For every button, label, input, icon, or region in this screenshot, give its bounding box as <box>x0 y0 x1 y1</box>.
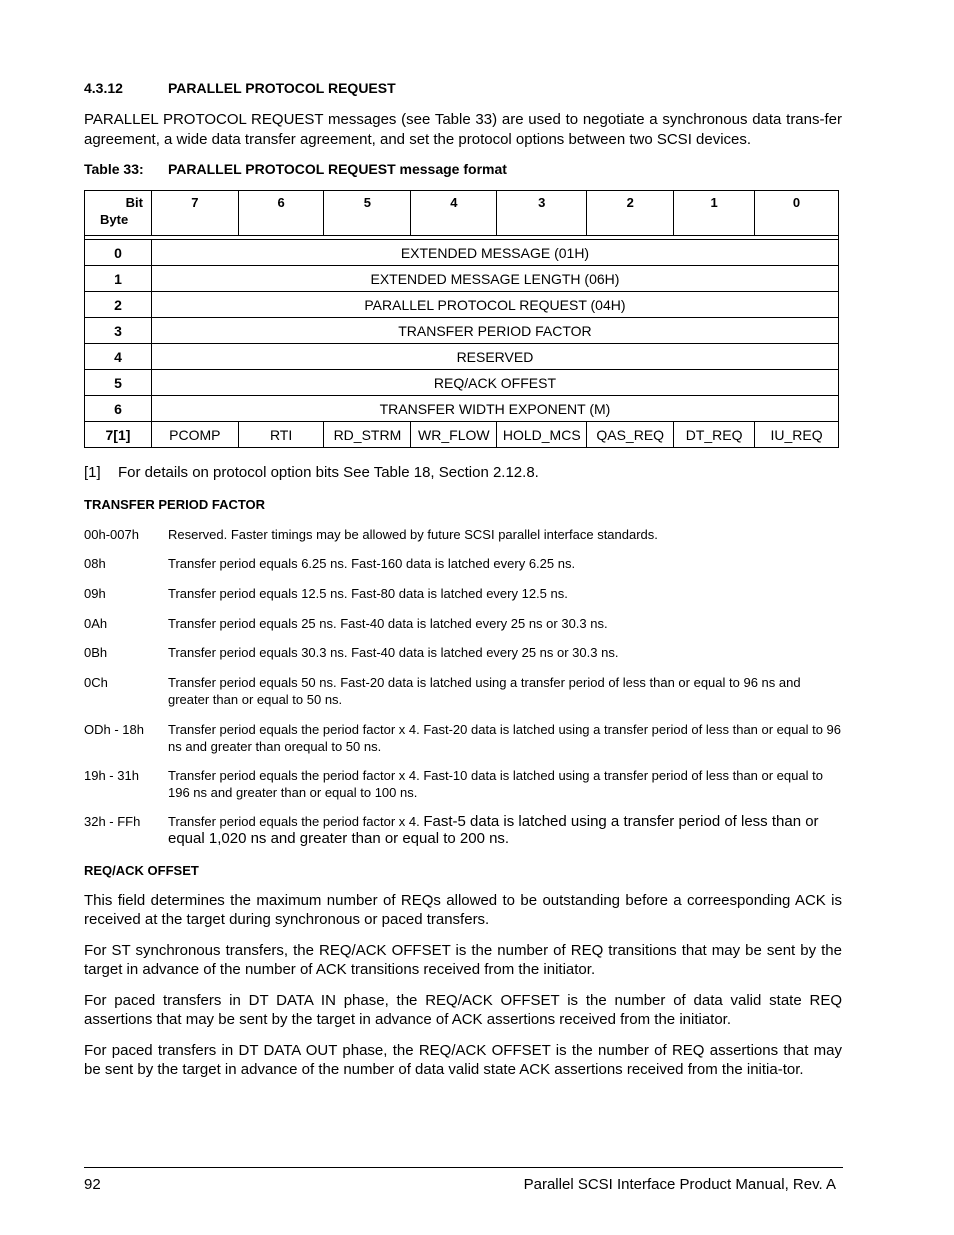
section-title: PARALLEL PROTOCOL REQUEST <box>168 80 396 96</box>
definition-code: 09h <box>84 586 106 601</box>
definition-code: 0Ah <box>84 616 108 631</box>
byte-number: 3 <box>85 318 152 344</box>
byte-value: PARALLEL PROTOCOL REQUEST (04H) <box>151 292 838 318</box>
definition-code: 32h - FFh <box>84 814 141 829</box>
table-row <box>85 240 839 266</box>
bit-header-5: 5 <box>324 191 411 236</box>
table-caption <box>84 161 507 177</box>
byte-number: 7[1] <box>85 422 152 448</box>
definition-text: Transfer period equals the period factor x 4. Fast-20 data is latched using a transfer period of less than or equal to 96 ns and greater than orequal to 50 ns. <box>168 722 842 754</box>
offset-heading: REQ/ACK OFFSET <box>84 863 199 878</box>
definition-item <box>84 813 842 847</box>
byte-value: EXTENDED MESSAGE (01H) <box>151 240 838 266</box>
definition-item <box>84 526 842 543</box>
table-caption-label: Table 33: <box>84 161 144 177</box>
table-row <box>85 318 839 344</box>
table-row <box>85 396 839 422</box>
definition-code: 19h - 31h <box>84 768 139 783</box>
byte-value: TRANSFER PERIOD FACTOR <box>151 318 838 344</box>
definition-text <box>168 813 842 847</box>
bit-header-4: 4 <box>411 191 497 236</box>
byte-number: 2 <box>85 292 152 318</box>
bit-hold-mcs: HOLD_MCS <box>497 422 587 448</box>
table-row <box>85 370 839 396</box>
bit-rd-strm: RD_STRM <box>324 422 411 448</box>
definition-text: Transfer period equals 25 ns. Fast-40 data is latched every 25 ns or 30.3 ns. <box>168 616 608 631</box>
definition-text: Transfer period equals 6.25 ns. Fast-160 data is latched every 6.25 ns. <box>168 556 576 571</box>
definition-item <box>84 721 842 755</box>
bit-byte-header <box>85 191 152 236</box>
byte-number: 1 <box>85 266 152 292</box>
bit-rti: RTI <box>238 422 324 448</box>
bit-label: Bit <box>125 195 143 210</box>
definition-text: Transfer period equals the period factor x 4. Fast-10 data is latched using a transfer period of less than or equal to 196 ns and greater than or equal to 100 ns. <box>168 768 823 800</box>
definition-item <box>84 615 842 632</box>
definition-text-part: Transfer period equals the period factor x 4. <box>168 814 424 829</box>
definition-item <box>84 767 842 801</box>
bit-header-2: 2 <box>587 191 674 236</box>
byte-number: 4 <box>85 344 152 370</box>
definition-item <box>84 555 842 572</box>
table-row <box>85 266 839 292</box>
definition-text-part: Fast-5 data is latched using a transfer period of less than or equal 1,020 ns and greater than or equal to 200 ns. <box>168 813 819 847</box>
section-heading <box>84 80 396 96</box>
bit-header-0: 0 <box>755 191 839 236</box>
byte-number: 5 <box>85 370 152 396</box>
offset-paragraph: For ST synchronous transfers, the REQ/ACK OFFSET is the number of REQ transitions that may be sent by the target in advance of the number of ACK transitions received from the initiator. <box>84 942 842 978</box>
table-row-option-bits <box>85 422 839 448</box>
bit-wr-flow: WR_FLOW <box>411 422 497 448</box>
footer-doc-title: Parallel SCSI Interface Product Manual, Rev. A <box>523 1176 836 1193</box>
definition-text: Transfer period equals 12.5 ns. Fast-80 data is latched every 12.5 ns. <box>168 586 568 601</box>
byte-value: TRANSFER WIDTH EXPONENT (M) <box>151 396 838 422</box>
footnote-mark: [1] <box>84 464 101 481</box>
offset-paragraph: For paced transfers in DT DATA OUT phase, the REQ/ACK OFFSET is the number of REQ assertions that may be sent by the target in advance of the number of data valid state ACK assertions received from the initia-tor. <box>84 1042 842 1078</box>
definition-text: Transfer period equals 30.3 ns. Fast-40 data is latched every 25 ns or 30.3 ns. <box>168 645 619 660</box>
definition-item <box>84 644 842 661</box>
bit-header-1: 1 <box>674 191 755 236</box>
definition-text: Reserved. Faster timings may be allowed by future SCSI parallel interface standards. <box>168 527 658 542</box>
section-number: 4.3.12 <box>84 80 123 96</box>
bit-pcomp: PCOMP <box>151 422 238 448</box>
byte-number: 0 <box>85 240 152 266</box>
offset-paragraph: For paced transfers in DT DATA IN phase, the REQ/ACK OFFSET is the number of data valid state REQ assertions that may be sent by the target in advance of ACK assertions received from the initiator. <box>84 992 842 1028</box>
byte-label: Byte <box>100 212 129 227</box>
footnote-text: For details on protocol option bits See Table 18, Section 2.12.8. <box>118 464 539 481</box>
message-format-table <box>84 190 839 448</box>
table-caption-title: PARALLEL PROTOCOL REQUEST message format <box>168 161 507 177</box>
definition-text: Transfer period equals 50 ns. Fast-20 data is latched using a transfer period of less than or equal to 96 ns and greater than or equal to 50 ns. <box>168 675 801 707</box>
byte-number: 6 <box>85 396 152 422</box>
bit-header-6: 6 <box>238 191 324 236</box>
definition-code: 0Bh <box>84 645 108 660</box>
table-header-row <box>85 191 839 236</box>
definition-code: 00h-007h <box>84 527 139 542</box>
byte-value: RESERVED <box>151 344 838 370</box>
bit-dt-req: DT_REQ <box>674 422 755 448</box>
byte-value: EXTENDED MESSAGE LENGTH (06H) <box>151 266 838 292</box>
tpf-heading: TRANSFER PERIOD FACTOR <box>84 497 266 512</box>
bit-header-3: 3 <box>497 191 587 236</box>
table-row <box>85 344 839 370</box>
byte-value: REQ/ACK OFFEST <box>151 370 838 396</box>
definition-item <box>84 674 842 708</box>
definition-code: 08h <box>84 556 106 571</box>
footer-rule <box>84 1167 843 1168</box>
table-footnote <box>84 464 539 481</box>
bit-qas-req: QAS_REQ <box>587 422 674 448</box>
page-number: 92 <box>84 1176 101 1193</box>
definition-item <box>84 585 842 602</box>
bit-header-7: 7 <box>151 191 238 236</box>
table-row <box>85 292 839 318</box>
offset-paragraph: This field determines the maximum number of REQs allowed to be outstanding before a correesponding ACK is received at the target during synchronous or paced transfers. <box>84 892 842 928</box>
definition-code: ODh - 18h <box>84 722 144 737</box>
intro-paragraph: PARALLEL PROTOCOL REQUEST messages (see Table 33) are used to negotiate a synchronous data trans-fer agreement, a wide data transfer agreement, and set the protocol options between two SCSI devices. <box>84 111 842 148</box>
bit-iu-req: IU_REQ <box>755 422 839 448</box>
definition-code: 0Ch <box>84 675 108 690</box>
